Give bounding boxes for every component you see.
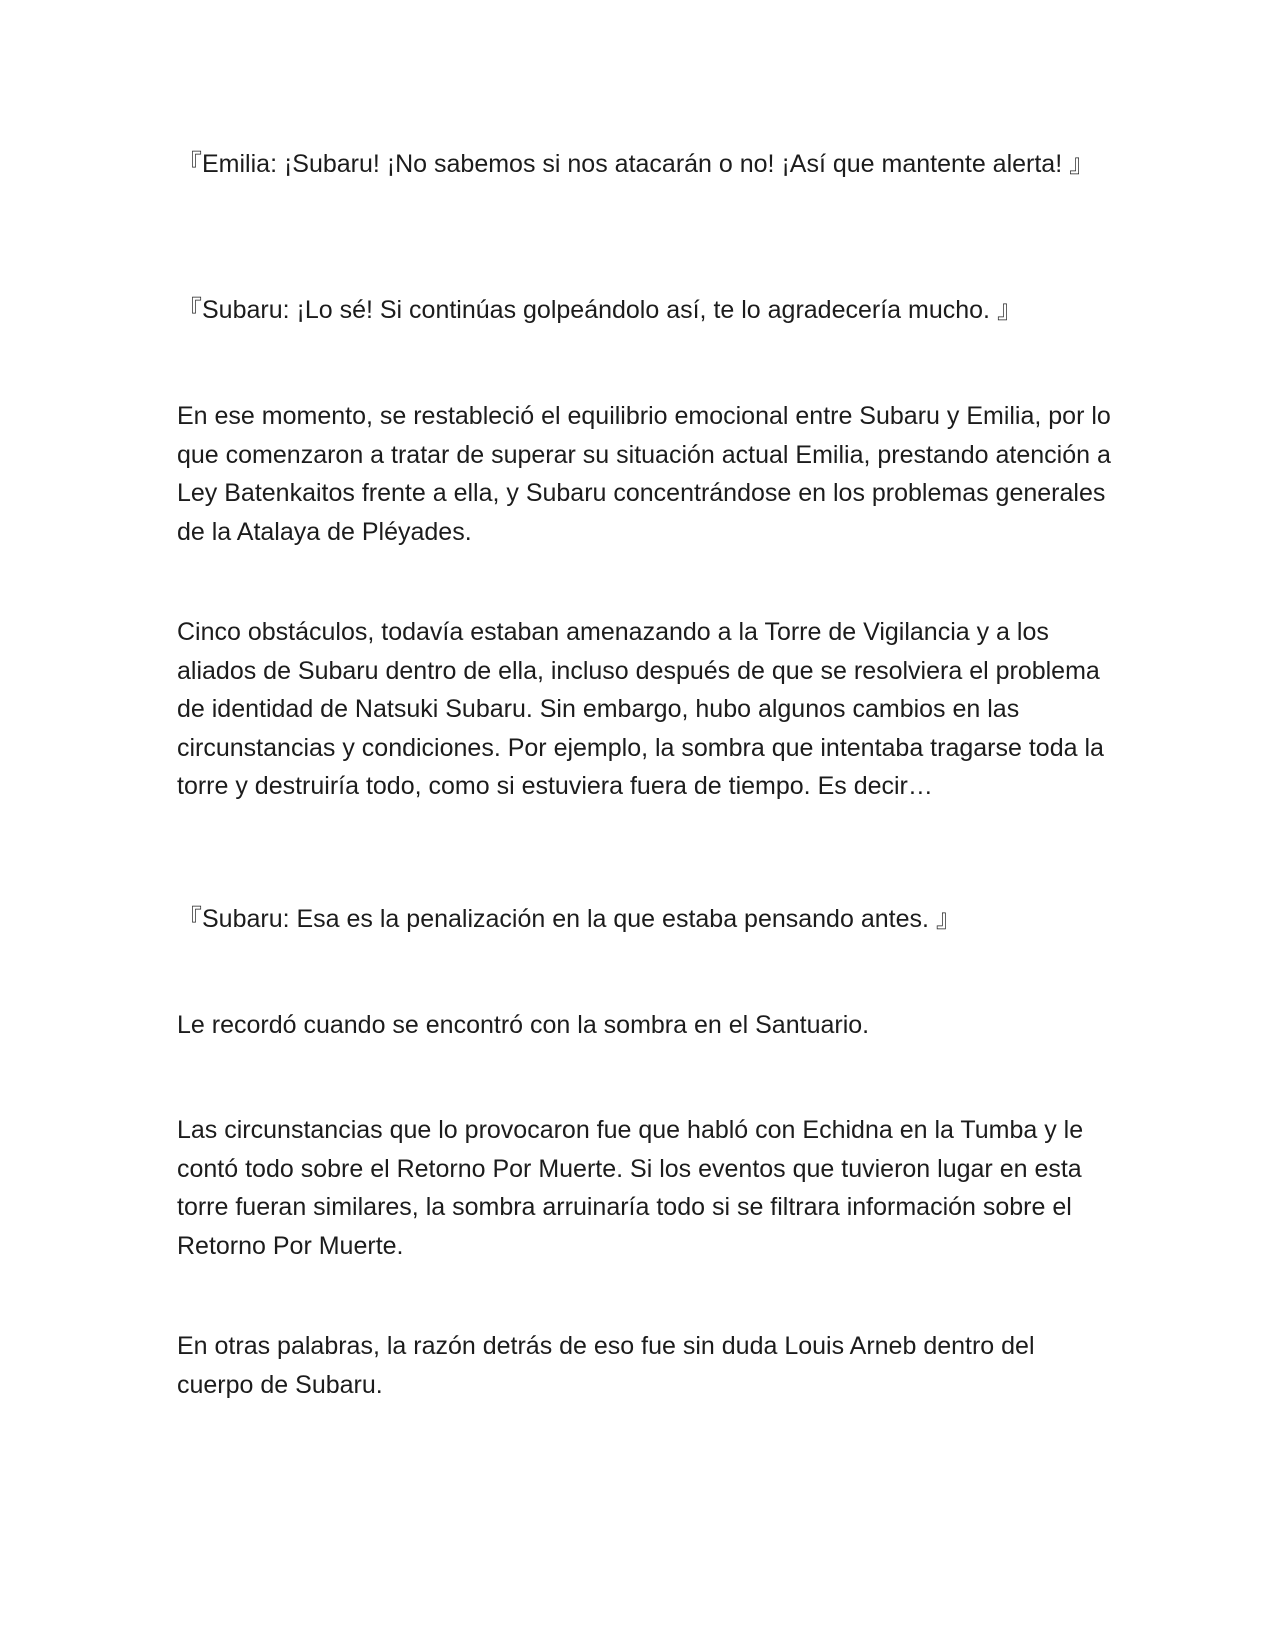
dialogue-subaru-2: 『Subaru: Esa es la penalización en la que estaba pensando antes. 』 [177, 905, 961, 933]
paragraph-circunstancias: Las circunstancias que lo provocaron fue que habló con Echidna en la Tumba y le contó todo sobre el Retorno Por Muerte. Si los eventos que tuvieron lugar en esta torre fueran similares, la sombra arruinaría todo si se filtrara información sobre el Retorno Por Muerte. [177, 1116, 1084, 1260]
dialogue-emilia: 『Emilia: ¡Subaru! ¡No sabemos si nos atacarán o no! ¡Así que mantente alerta! 』 [177, 150, 1095, 178]
paragraph-equilibrium: En ese momento, se restableció el equilibrio emocional entre Subaru y Emilia, por lo que comenzaron a tratar de superar su situación actual Emilia, prestando atención a Ley Batenkaitos frente a ella, y Subaru concentrándose en los problemas generales de la Atalaya de Pléyades. [177, 402, 1111, 546]
dialogue-subaru-1: 『Subaru: ¡Lo sé! Si continúas golpeándolo así, te lo agradecería mucho. 』 [177, 296, 1022, 324]
paragraph-otras-palabras: En otras palabras, la razón detrás de eso fue sin duda Louis Arneb dentro del cuerpo de Subaru. [177, 1332, 1035, 1399]
paragraph-santuario: Le recordó cuando se encontró con la sombra en el Santuario. [177, 1011, 870, 1039]
paragraph-obstacles: Cinco obstáculos, todavía estaban amenazando a la Torre de Vigilancia y a los aliados de Subaru dentro de ella, incluso después de que se resolviera el problema de identidad de Natsuki Subaru. Sin embargo, hubo algunos cambios en las circunstancias y condiciones. Por ejemplo, la sombra que intentaba tragarse toda la torre y destruiría todo, como si estuviera fuera de tiempo. Es decir… [177, 618, 1104, 800]
